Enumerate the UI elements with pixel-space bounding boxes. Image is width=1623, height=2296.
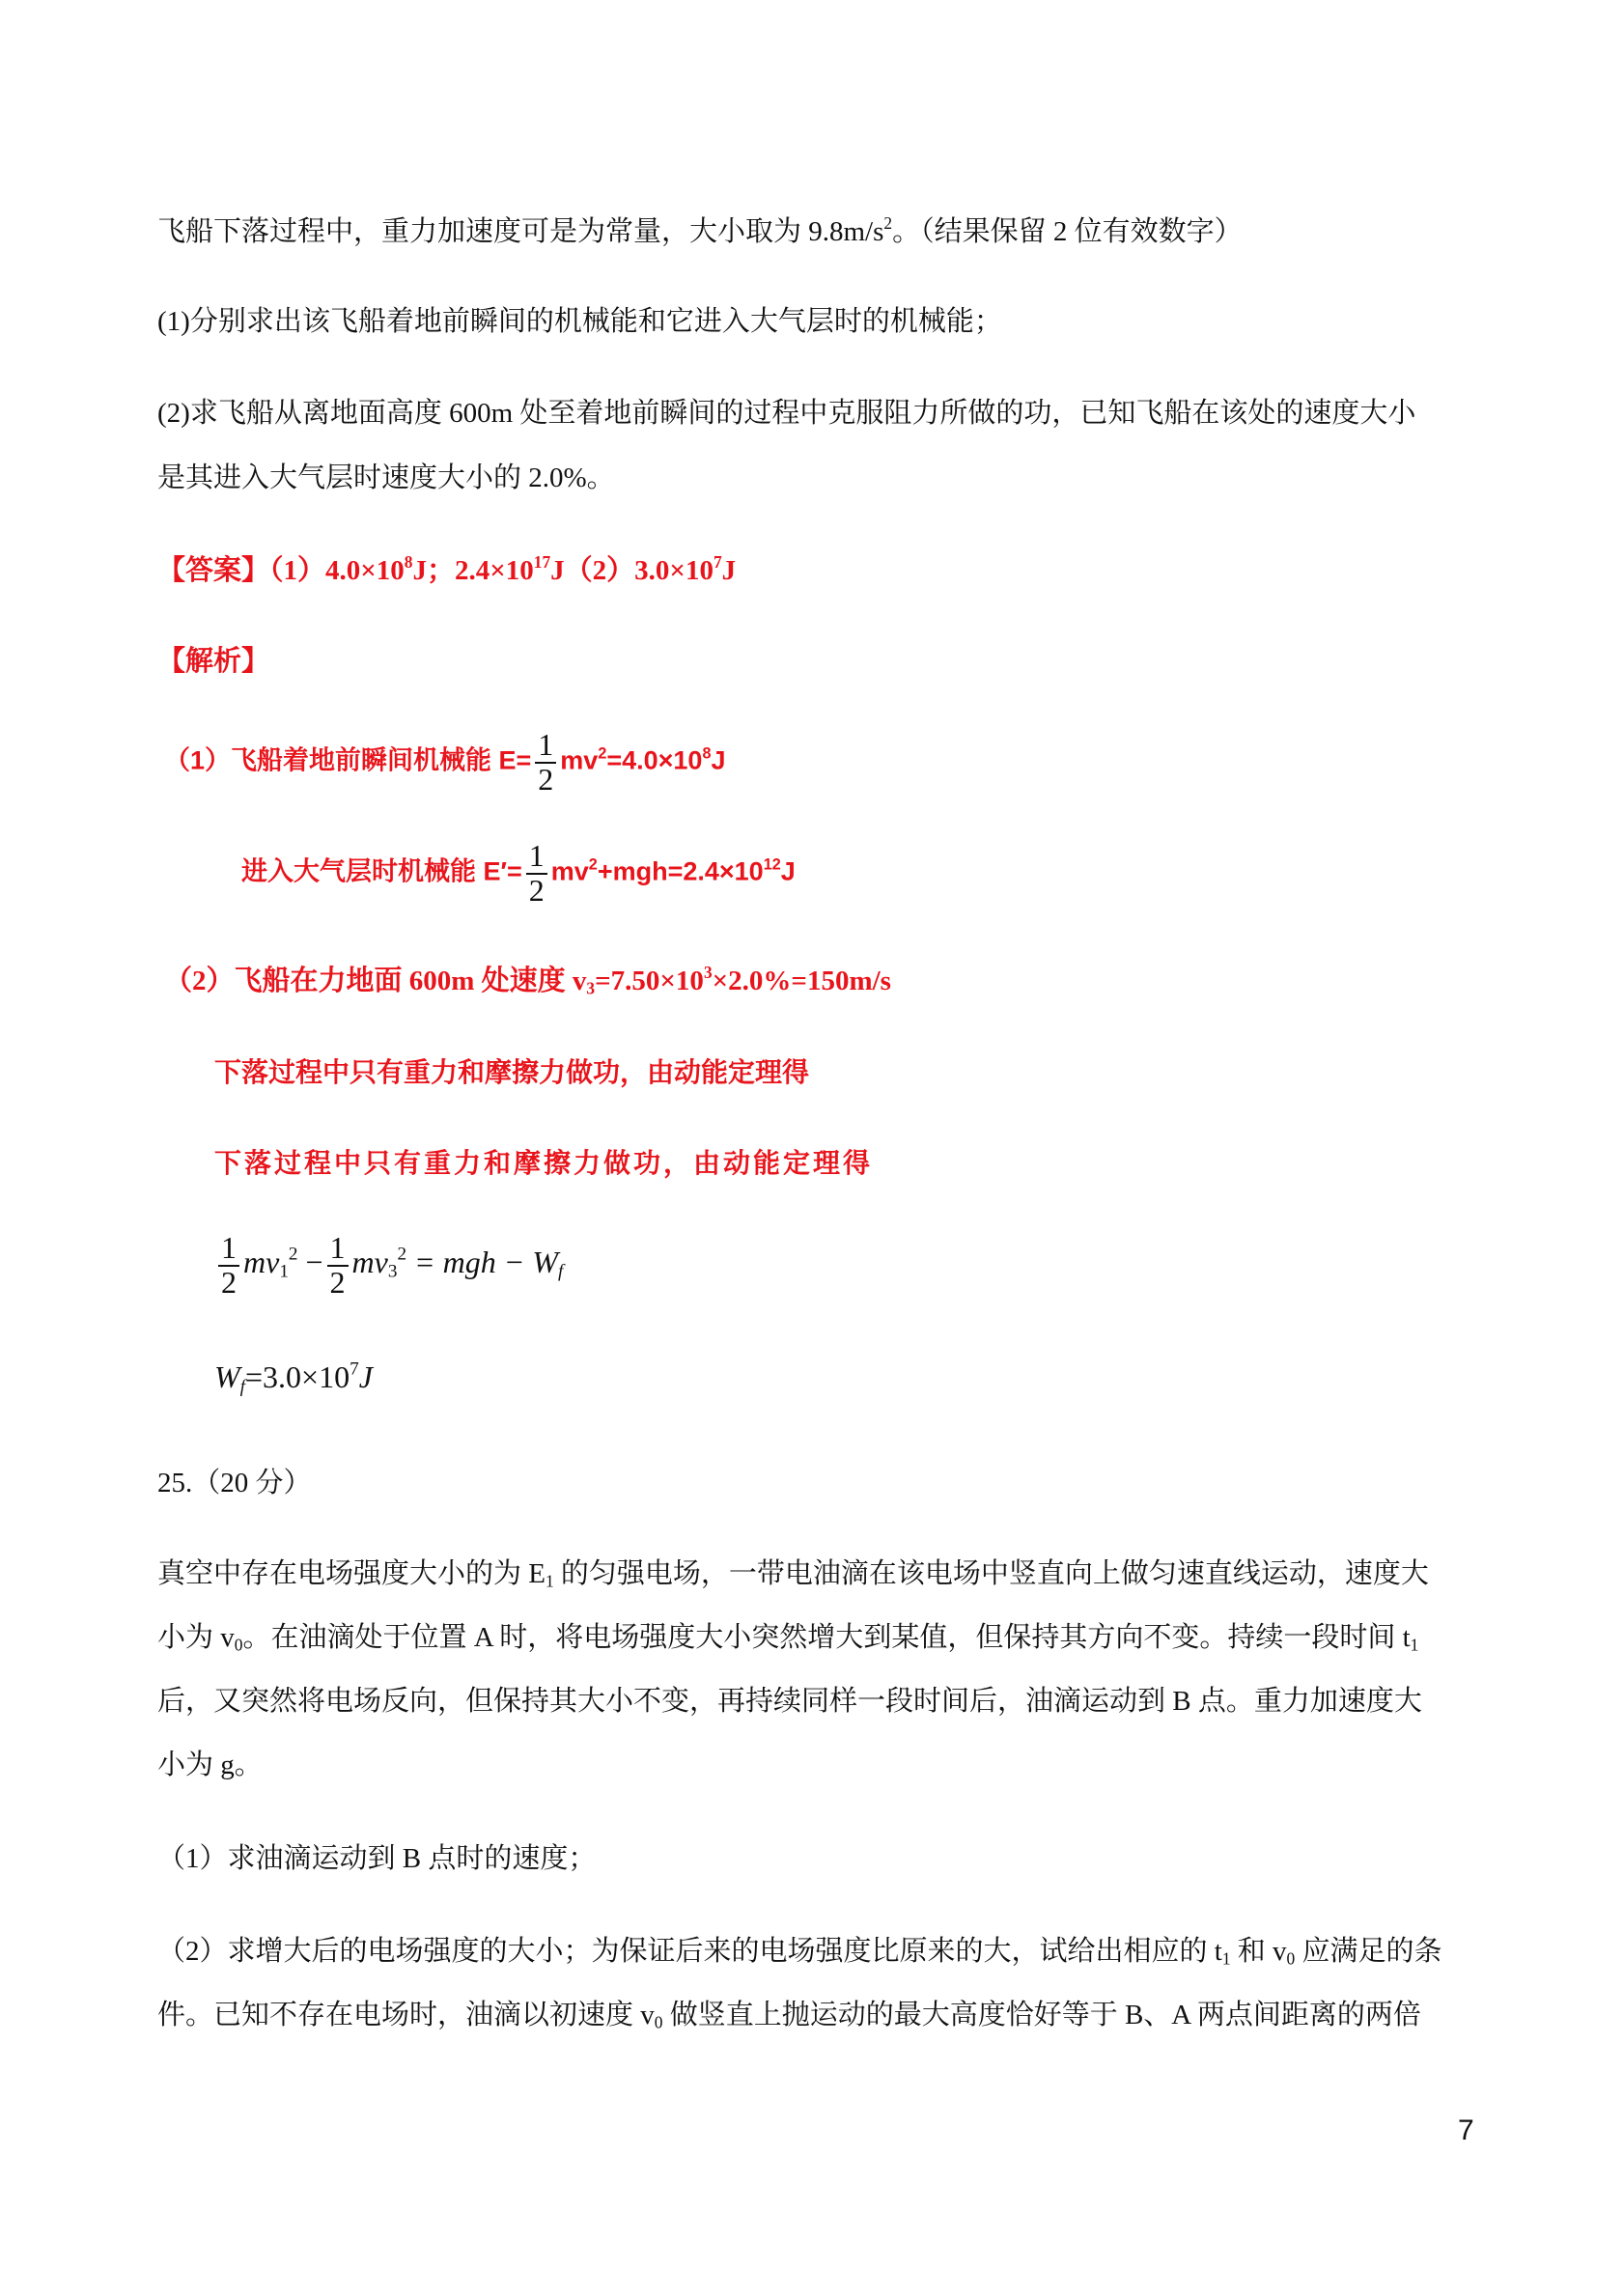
text-line: 后，又突然将电场反向，但保持其大小不变，再持续同样一段时间后，油滴运动到 B 点。重力加速度大 — [157, 1686, 1422, 1717]
analysis-step-5: 下落过程中只有重力和摩擦力做功，由动能定理得 — [214, 1149, 874, 1179]
answer-tag: 【答案】 — [157, 555, 270, 586]
analysis-tag: 【解析】 — [157, 646, 270, 677]
question-2-line-1: (2)求飞船从离地面高度 600m 处至着地前瞬间的过程中克服阻力所做的功，已知飞船在该处的速度大小 — [157, 398, 1416, 429]
equation-result: $W_f=3.0\times 10^7J$ — [214, 1358, 373, 1397]
text-line: 真空中存在电场强度大小的为 $E_1$ 的匀强电场，一带电油滴在该电场中竖直向上做匀速直线运动，速度大 — [157, 1558, 1429, 1591]
analysis-step-3: （2）飞船在力地面 600m 处速度 $v_3=7.50\times 10^3\times 2.0\%=150m/s$ — [164, 962, 891, 998]
text-line: 小为 $v_0$。在油滴处于位置 A 时，将电场强度大小突然增大到某值，但保持其方向不变。持续一段时间 $t_1$ — [157, 1622, 1419, 1655]
question-2-line-2: 是其进入大气层时速度大小的 2.0%。 — [157, 462, 615, 493]
text-line: 飞船下落过程中，重力加速度可是为常量，大小取为 $9.8m/s^2$。（结果保留 2 位有效数字） — [157, 212, 1243, 247]
analysis-step-4: 下落过程中只有重力和摩擦力做功，由动能定理得 — [214, 1057, 810, 1087]
equation-work-energy: $\frac{1}{2}$ $mv_1^2$ − $\frac{1}{2}$ $mv_3^2$ = mgh − $W_f$ — [214, 1232, 563, 1299]
sub-question-1: （1）求油滴运动到 B 点时的速度； — [157, 1843, 597, 1874]
text-line: 小为 g。 — [157, 1750, 263, 1780]
answer-line: 【答案】$(1)4.0\times 10^8J$；$2.4\times 10^{17}J(2)3.0\times 10^7J$ — [157, 551, 737, 586]
analysis-step-2: 进入大气层时机械能 E′= $\frac{1}{2}$ $mv^2+mgh=2.4\times 10^{12}J$ — [241, 838, 796, 908]
page-number: 7 — [1458, 2114, 1474, 2146]
question-header: 25.（20 分） — [157, 1468, 312, 1498]
sub-question-2-line-2: 件。已知不存在电场时，油滴以初速度 $v_0$ 做竖直上抛运动的最大高度恰好等于 B、A 两点间距离的两倍 — [157, 2000, 1421, 2032]
sub-question-2-line-1: （2）求增大后的电场强度的大小；为保证后来的电场强度比原来的大，试给出相应的 $t_1$ 和 $v_0$ 应满足的条 — [157, 1936, 1442, 1969]
question-1: (1)分别求出该飞船着地前瞬间的机械能和它进入大气层时的机械能； — [157, 306, 1002, 337]
analysis-step-1: （1）飞船着地前瞬间机械能 E= $\frac{1}{2}$ $mv^2=4.0\times 10^8J$ — [164, 727, 726, 797]
